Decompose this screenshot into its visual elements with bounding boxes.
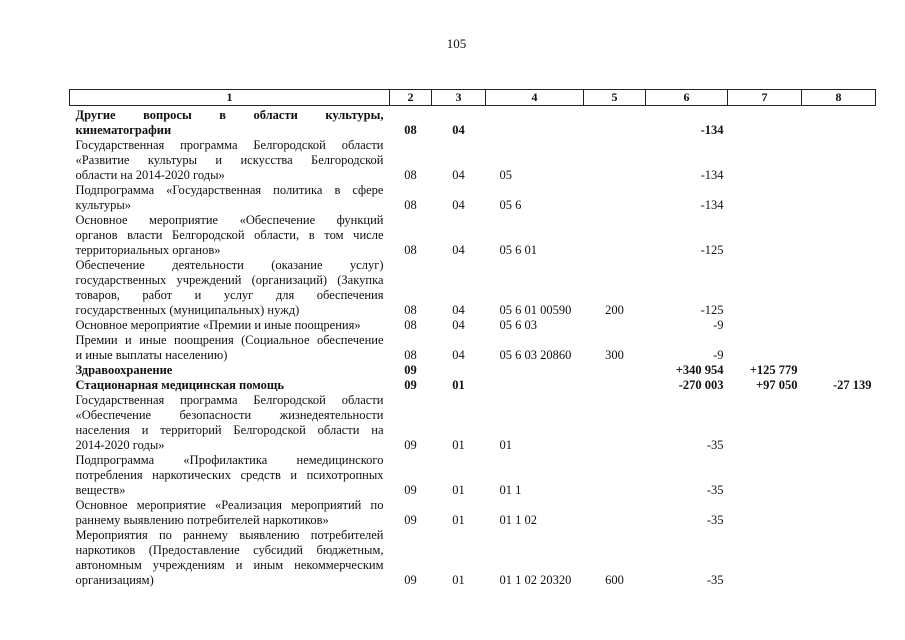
amount-col7 [728, 393, 802, 453]
expense-type-code [584, 378, 646, 393]
section-code: 09 [404, 483, 417, 497]
description-line: Подпрограмма «Государственная политика в сфере [75, 183, 384, 197]
amount-col7 [728, 528, 802, 588]
subsection-code: 04 [452, 198, 465, 212]
target-article-code [486, 378, 584, 393]
description-line: государственных (муниципальных) нужд) [75, 303, 300, 317]
subsection-code [432, 363, 486, 378]
description-line: Государственная программа Белгородской области [75, 393, 384, 407]
description-line: веществ» [75, 483, 126, 497]
expense-type-code [584, 106, 646, 139]
header-cell: 8 [802, 90, 876, 106]
section-code: 09 [404, 438, 417, 452]
description-line: Основное мероприятие «Реализация мероприятий по [75, 498, 384, 512]
section-code: 09 [404, 513, 417, 527]
description-line: Премии и иные поощрения (Социальное обеспечение [75, 333, 384, 347]
amount-col7: +97 050 [756, 378, 798, 392]
subsection-code: 04 [452, 348, 465, 362]
description-line: Основное мероприятие «Премии и иные поощрения» [75, 318, 361, 332]
description-line: Обеспечение деятельности (оказание услуг) [75, 258, 384, 272]
amount-col8 [802, 528, 876, 588]
table-row [70, 318, 876, 333]
amount-col7 [728, 258, 802, 318]
section-code: 08 [404, 243, 417, 257]
amount-col6: -134 [700, 198, 724, 212]
table-row [70, 528, 876, 588]
description-line: раннему выявлению потребителей наркотиков» [75, 513, 329, 527]
expense-type-code [584, 138, 646, 183]
description-line: Стационарная медицинская помощь [75, 378, 285, 392]
amount-col7 [728, 213, 802, 258]
amount-col6: -35 [706, 573, 724, 587]
amount-col6: -35 [706, 483, 724, 497]
target-article-code: 05 6 01 [499, 243, 537, 257]
expense-type-code [584, 318, 646, 333]
section-code: 08 [404, 303, 417, 317]
description-line: культуры» [75, 198, 132, 212]
description-line: Подпрограмма «Профилактика немедицинского [75, 453, 384, 467]
target-article-code: 01 [499, 438, 512, 452]
target-article-code: 05 6 01 00590 [499, 303, 572, 317]
description-line: кинематографии [75, 123, 172, 137]
description-line: наркотиков (Предоставление субсидий бюджетным, [75, 543, 384, 557]
row-description [70, 393, 390, 453]
table-row [70, 213, 876, 258]
amount-col6: -9 [713, 318, 724, 332]
amount-col8 [802, 213, 876, 258]
description-line: государственных учреждений (организаций) (Закупка [75, 273, 384, 287]
description-line: «Обеспечение безопасности жизнедеятельности [75, 408, 384, 422]
subsection-code: 04 [452, 243, 465, 257]
expense-type-code [584, 363, 646, 378]
amount-col8 [802, 333, 876, 363]
amount-col7 [728, 106, 802, 139]
row-description [70, 183, 390, 213]
expense-type-code: 200 [605, 303, 624, 317]
section-code: 09 [404, 363, 417, 377]
section-code: 08 [404, 318, 417, 332]
subsection-code: 01 [452, 573, 465, 587]
amount-col6: -35 [706, 438, 724, 452]
expense-type-code [584, 183, 646, 213]
amount-col8 [802, 453, 876, 498]
table-row [70, 363, 876, 378]
row-description [70, 258, 390, 318]
target-article-code: 05 [499, 168, 512, 182]
table-row [70, 106, 876, 139]
table-body [70, 106, 876, 589]
budget-table [69, 89, 876, 588]
subsection-code: 01 [452, 438, 465, 452]
table-row [70, 378, 876, 393]
description-line: территориальных органов» [75, 243, 221, 257]
description-line: автономным учреждениям и иным некоммерческим [75, 558, 384, 572]
expense-type-code [584, 453, 646, 498]
description-line: товаров, работ и услуг для обеспечения [75, 288, 384, 302]
table-row [70, 453, 876, 498]
description-line: Государственная программа Белгородской области [75, 138, 384, 152]
row-description [70, 378, 390, 393]
expense-type-code: 300 [605, 348, 624, 362]
description-line: потребления наркотических средств и психотропных [75, 468, 384, 482]
header-cell: 5 [584, 90, 646, 106]
header-cell: 7 [728, 90, 802, 106]
description-line: области на 2014-2020 годы» [75, 168, 225, 182]
table-row [70, 498, 876, 528]
description-line: Другие вопросы в области культуры, [75, 108, 384, 122]
expense-type-code [584, 498, 646, 528]
description-line: организациям) [75, 573, 154, 587]
target-article-code: 01 1 02 20320 [499, 573, 572, 587]
section-code: 09 [404, 573, 417, 587]
section-code: 08 [404, 168, 417, 182]
amount-col7 [728, 333, 802, 363]
amount-col8 [802, 106, 876, 139]
section-code: 08 [404, 123, 417, 137]
description-line: и иные выплаты населению) [75, 348, 228, 362]
amount-col6: -134 [700, 123, 724, 137]
subsection-code: 01 [452, 483, 465, 497]
section-code: 09 [404, 378, 417, 392]
subsection-code: 01 [452, 378, 465, 392]
description-line: населения и территорий Белгородской области на [75, 423, 384, 437]
subsection-code: 04 [452, 123, 465, 137]
description-line: Здравоохранение [75, 363, 173, 377]
amount-col6: -134 [700, 168, 724, 182]
target-article-code: 05 6 03 20860 [499, 348, 572, 362]
table-row [70, 183, 876, 213]
target-article-code [486, 106, 584, 139]
subsection-code: 01 [452, 513, 465, 527]
row-description [70, 363, 390, 378]
table-row [70, 138, 876, 183]
description-line: Мероприятия по раннему выявлению потребителей [75, 528, 384, 542]
row-description [70, 318, 390, 333]
target-article-code: 05 6 [499, 198, 522, 212]
amount-col6: +340 954 [675, 363, 724, 377]
amount-col8 [802, 138, 876, 183]
table-row [70, 393, 876, 453]
header-cell: 6 [646, 90, 728, 106]
table-row [70, 333, 876, 363]
description-line: «Развитие культуры и искусства Белгородской [75, 153, 384, 167]
section-code: 08 [404, 198, 417, 212]
amount-col6: -9 [713, 348, 724, 362]
row-description [70, 138, 390, 183]
amount-col8 [802, 258, 876, 318]
description-line: 2014-2020 годы» [75, 438, 165, 452]
amount-col7 [728, 453, 802, 498]
amount-col8 [802, 183, 876, 213]
target-article-code: 05 6 03 [499, 318, 537, 332]
description-line: органов власти Белгородской области, в том числе [75, 228, 384, 242]
row-description [70, 106, 390, 139]
header-cell: 2 [390, 90, 432, 106]
header-row [70, 90, 876, 106]
amount-col6: -125 [700, 303, 724, 317]
header-cell: 1 [70, 90, 390, 106]
amount-col8 [802, 363, 876, 378]
amount-col8: -27 139 [832, 378, 872, 392]
amount-col7 [728, 318, 802, 333]
amount-col6: -270 003 [678, 378, 724, 392]
header-cell: 4 [486, 90, 584, 106]
amount-col8 [802, 318, 876, 333]
subsection-code: 04 [452, 303, 465, 317]
target-article-code [486, 363, 584, 378]
subsection-code: 04 [452, 318, 465, 332]
amount-col6: -35 [706, 513, 724, 527]
row-description [70, 453, 390, 498]
amount-col8 [802, 393, 876, 453]
expense-type-code [584, 393, 646, 453]
header-cell: 3 [432, 90, 486, 106]
amount-col6: -125 [700, 243, 724, 257]
expense-type-code [584, 213, 646, 258]
target-article-code: 01 1 [499, 483, 522, 497]
subsection-code: 04 [452, 168, 465, 182]
expense-type-code: 600 [605, 573, 624, 587]
row-description [70, 333, 390, 363]
target-article-code: 01 1 02 [499, 513, 537, 527]
amount-col7: +125 779 [749, 363, 798, 377]
amount-col8 [802, 498, 876, 528]
page-number: 105 [446, 36, 467, 51]
amount-col7 [728, 138, 802, 183]
table-row [70, 258, 876, 318]
description-line: Основное мероприятие «Обеспечение функций [75, 213, 384, 227]
amount-col7 [728, 183, 802, 213]
section-code: 08 [404, 348, 417, 362]
row-description [70, 528, 390, 588]
amount-col7 [728, 498, 802, 528]
row-description [70, 498, 390, 528]
row-description [70, 213, 390, 258]
